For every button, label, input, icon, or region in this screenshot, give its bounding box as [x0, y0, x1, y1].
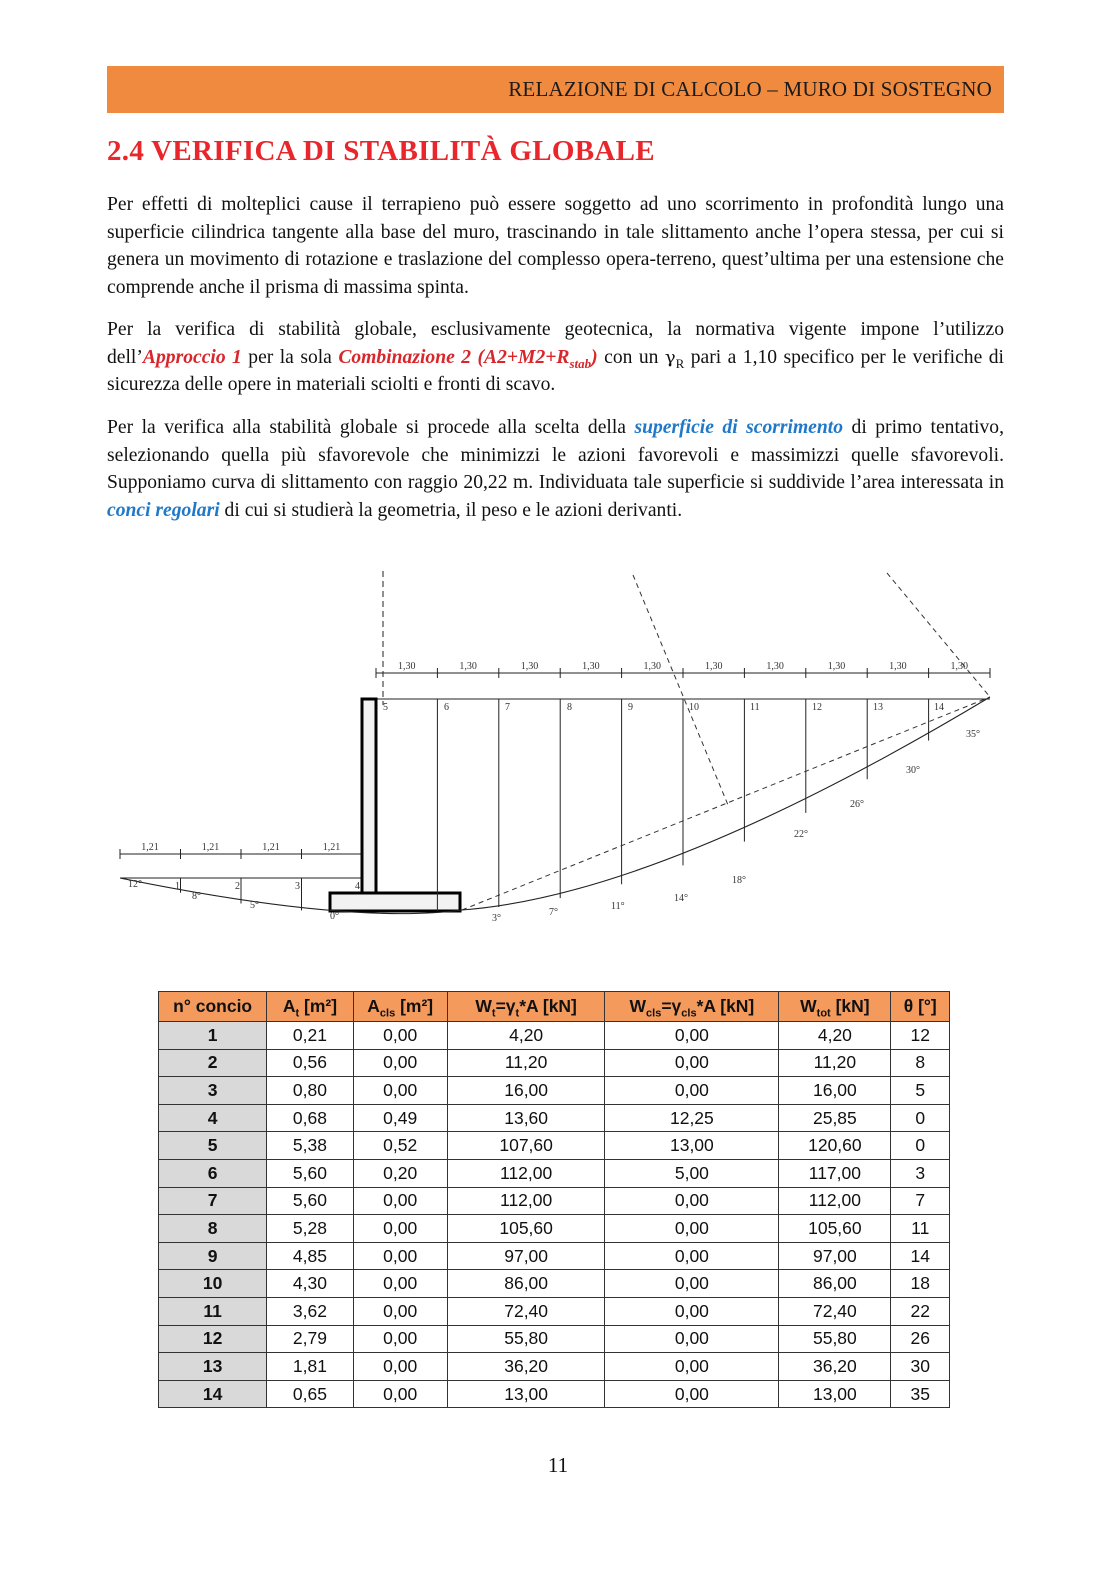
angle-label: 7° [549, 907, 558, 918]
slice-number-label: 1 [175, 881, 180, 892]
p3-text-b: di primo tentativo, selezionando quella più sfavorevole che minimizzi le azioni favorevoli e massimizzi quelle sfavorevoli. Supponiamo curva di slittamento con raggio 20,22 m. Individuata tale superficie si suddivide l’area interessata in [107, 417, 1004, 493]
slip-surface-figure [100, 565, 1000, 950]
paragraph-3 [107, 414, 1004, 524]
table-cell: 97,00 [779, 1242, 891, 1270]
table-row [159, 1380, 950, 1408]
table-cell: 0 [891, 1104, 950, 1132]
table-cell: 72,40 [779, 1297, 891, 1325]
slice-number-cell: 4 [159, 1104, 267, 1132]
dimension-label: 1,21 [141, 842, 159, 853]
table-cell: 35 [891, 1380, 950, 1408]
header-text: θ [°] [903, 996, 937, 1016]
angle-label: 18° [732, 875, 746, 886]
header-text: [m²] [299, 996, 338, 1016]
header-band [107, 66, 1004, 113]
page-number: 11 [547, 1453, 569, 1477]
table-cell: 3 [891, 1159, 950, 1187]
header-text: A [367, 996, 380, 1016]
table-cell: 4,85 [267, 1242, 353, 1270]
header-text: A [282, 996, 296, 1016]
table-cell: 112,00 [447, 1187, 605, 1215]
table-cell: 0,00 [353, 1353, 447, 1381]
table-cell: 0,00 [605, 1270, 779, 1298]
dimension-label: 1,21 [262, 842, 280, 853]
table-row [159, 1077, 950, 1105]
paragraph-2 [107, 316, 1004, 399]
table-row [159, 1104, 950, 1132]
slice-number-label: 12 [812, 702, 822, 713]
header-text: *A [kN] [696, 996, 755, 1016]
table-cell: 0,00 [605, 1215, 779, 1243]
combinazione-text: Combinazione 2 (A2+M2+R [338, 346, 570, 368]
table-cell: 0,52 [353, 1132, 447, 1160]
table-cell: 86,00 [779, 1270, 891, 1298]
combinazione-sub: stab [569, 355, 592, 371]
header-text: [m²] [395, 996, 434, 1016]
angle-label: 3° [492, 913, 501, 924]
table-cell: 0,20 [353, 1159, 447, 1187]
angle-label: 22° [794, 829, 808, 840]
radius-line [633, 575, 728, 805]
table-cell: 0,65 [267, 1380, 353, 1408]
slice-number-label: 8 [567, 702, 572, 713]
table-cell: 0,00 [605, 1380, 779, 1408]
slice-number-label: 4 [355, 881, 360, 892]
dimension-label: 1,30 [704, 661, 723, 672]
combinazione-close: ) [591, 346, 598, 368]
table-cell: 112,00 [447, 1159, 605, 1187]
table-cell: 4,20 [779, 1022, 891, 1050]
slice-number-cell: 1 [159, 1022, 267, 1050]
angle-label: 8° [192, 891, 201, 902]
header-text: =γ [661, 996, 682, 1016]
table-cell: 12,25 [605, 1104, 779, 1132]
slice-number-cell: 5 [159, 1132, 267, 1160]
table-cell: 0,00 [605, 1077, 779, 1105]
table-cell: 11 [891, 1215, 950, 1243]
slice-number-cell: 12 [159, 1325, 267, 1353]
slice-number-label: 2 [235, 881, 240, 892]
angle-label: 26° [850, 799, 864, 810]
slice-number-label: 6 [444, 702, 449, 713]
table-cell: 5,28 [267, 1215, 353, 1243]
table-cell: 36,20 [779, 1353, 891, 1381]
table-cell: 0,68 [267, 1104, 353, 1132]
header-text: [kN] [830, 996, 870, 1016]
table-row [159, 1297, 950, 1325]
table-cell: 30 [891, 1353, 950, 1381]
table-cell: 22 [891, 1297, 950, 1325]
p3-text-a: Per la verifica alla stabilità globale si procede alla scelta della [107, 417, 635, 438]
table-cell: 12 [891, 1022, 950, 1050]
paragraph-1: Per effetti di molteplici cause il terrapieno può essere soggetto ad uno scorrimento in profondità lungo una superficie cilindrica tangente alla base del muro, trascinando in tale slittamento anche l’opera stessa, per cui si genera un movimento di rotazione e traslazione del complesso opera-terreno, quest’ultima per una estensione che comprende anche il prisma di massima spinta. [107, 194, 1004, 298]
slice-number-cell: 11 [159, 1297, 267, 1325]
table-cell: 13,00 [605, 1132, 779, 1160]
p3-text-c: di cui si studierà la geometria, il peso e le azioni derivanti. [219, 499, 683, 521]
p2-text-c: con un [597, 346, 665, 368]
table-cell: 14 [891, 1242, 950, 1270]
angle-label: 30° [906, 765, 920, 776]
slice-number-cell: 13 [159, 1353, 267, 1381]
table-cell: 0,80 [267, 1077, 353, 1105]
slice-number-cell: 8 [159, 1215, 267, 1243]
column-header [605, 992, 779, 1022]
table-cell: 105,60 [779, 1215, 891, 1243]
slice-number-label: 3 [295, 881, 300, 892]
table-cell: 0,21 [267, 1022, 353, 1050]
table-cell: 0,00 [605, 1187, 779, 1215]
table-row [159, 1049, 950, 1077]
header-subscript: t [515, 1007, 520, 1020]
header-subscript: cls [379, 1007, 396, 1020]
approccio-highlight: Approccio 1 [142, 346, 242, 368]
radius-line [887, 573, 990, 697]
table-row [159, 1270, 950, 1298]
table-cell: 0,00 [353, 1270, 447, 1298]
table-cell: 26 [891, 1325, 950, 1353]
table-cell: 0,00 [353, 1297, 447, 1325]
header-text: =γ [495, 996, 516, 1016]
slice-number-cell: 9 [159, 1242, 267, 1270]
angle-label: 5° [250, 900, 259, 911]
dimension-label: 1,21 [322, 842, 341, 853]
slice-number-label: 14 [934, 702, 944, 713]
table-header-row [159, 992, 950, 1022]
header-title: RELAZIONE DI CALCOLO – MURO DI SOSTEGNO [508, 77, 992, 101]
dimension-label: 1,30 [520, 661, 539, 672]
header-subscript: cls [646, 1007, 662, 1020]
table-cell: 112,00 [779, 1187, 891, 1215]
slice-number-label: 5 [383, 702, 388, 713]
table-cell: 105,60 [447, 1215, 605, 1243]
table-cell: 7 [891, 1187, 950, 1215]
table-cell: 0,00 [353, 1077, 447, 1105]
p2-text-a: Per la verifica di stabilità globale, esclusivamente geotecnica, la normativa vigente impone l’utilizzo dell’ [107, 319, 1004, 368]
table-cell: 72,40 [447, 1297, 605, 1325]
table-cell: 16,00 [779, 1077, 891, 1105]
table-cell: 5,00 [605, 1159, 779, 1187]
table-cell: 5,60 [267, 1187, 353, 1215]
slice-number-label: 10 [689, 702, 699, 713]
header-subscript: t [295, 1007, 300, 1020]
table-cell: 2,79 [267, 1325, 353, 1353]
table-row [159, 1242, 950, 1270]
header-subscript: tot [816, 1007, 831, 1020]
slice-number-cell: 7 [159, 1187, 267, 1215]
table-cell: 11,20 [779, 1049, 891, 1077]
wall-stem [362, 699, 376, 893]
header-text: *A [kN] [519, 996, 577, 1016]
column-header [447, 992, 605, 1022]
table-cell: 0,00 [353, 1242, 447, 1270]
table-cell: 0,00 [353, 1380, 447, 1408]
column-header [891, 992, 950, 1022]
conci-highlight: conci regolari [107, 499, 220, 521]
table-cell: 4,20 [447, 1022, 605, 1050]
slice-number-cell: 14 [159, 1380, 267, 1408]
gamma-symbol: γ [664, 346, 676, 368]
combinazione-highlight [338, 346, 598, 371]
table-cell: 4,30 [267, 1270, 353, 1298]
table-cell: 5 [891, 1077, 950, 1105]
header-subscript: t [491, 1007, 496, 1020]
table-cell: 55,80 [779, 1325, 891, 1353]
table-cell: 0,00 [353, 1325, 447, 1353]
table-cell: 13,60 [447, 1104, 605, 1132]
table-cell: 120,60 [779, 1132, 891, 1160]
slice-number-label: 7 [505, 702, 510, 713]
table-row [159, 1132, 950, 1160]
table-cell: 1,81 [267, 1353, 353, 1381]
table-row [159, 1215, 950, 1243]
table-row [159, 1353, 950, 1381]
dimension-label: 1,30 [889, 661, 907, 672]
chord-line [462, 697, 990, 910]
dimension-label: 1,30 [766, 661, 784, 672]
table-cell: 36,20 [447, 1353, 605, 1381]
section-title: 2.4 VERIFICA DI STABILITÀ GLOBALE [107, 135, 655, 167]
table-cell: 107,60 [447, 1132, 605, 1160]
dimension-label: 1,30 [950, 661, 969, 672]
angle-label: 11° [611, 901, 625, 912]
dimension-label: 1,30 [827, 661, 846, 672]
table-cell: 11,20 [447, 1049, 605, 1077]
table-cell: 5,38 [267, 1132, 353, 1160]
table-cell: 0,00 [353, 1049, 447, 1077]
table-cell: 0,00 [605, 1325, 779, 1353]
superficie-highlight: superficie di scorrimento [634, 417, 844, 438]
slip-surface-drawing [100, 565, 1000, 945]
angle-label: 35° [966, 729, 980, 740]
column-header [353, 992, 447, 1022]
header-text: n° concio [173, 996, 253, 1016]
header-text: W [800, 996, 817, 1016]
table-cell: 0 [891, 1132, 950, 1160]
column-header [267, 992, 353, 1022]
p2-text-b: per la sola [241, 346, 339, 368]
slice-number-cell: 6 [159, 1159, 267, 1187]
table-cell: 13,00 [447, 1380, 605, 1408]
slice-number-label: 11 [750, 702, 760, 713]
dimension-label: 1,21 [201, 842, 220, 853]
table-cell: 55,80 [447, 1325, 605, 1353]
table-body [159, 1022, 950, 1408]
table-cell: 0,00 [605, 1022, 779, 1050]
table-row [159, 1022, 950, 1050]
table-cell: 86,00 [447, 1270, 605, 1298]
header-subscript: cls [681, 1007, 697, 1020]
table-cell: 8 [891, 1049, 950, 1077]
slice-number-label: 13 [873, 702, 883, 713]
table-cell: 0,49 [353, 1104, 447, 1132]
slice-number-label: 9 [628, 702, 633, 713]
header-text: W [629, 996, 647, 1016]
table-row [159, 1325, 950, 1353]
slice-number-cell: 3 [159, 1077, 267, 1105]
table-cell: 3,62 [267, 1297, 353, 1325]
table-cell: 13,00 [779, 1380, 891, 1408]
table-cell: 0,00 [605, 1049, 779, 1077]
slices-table [158, 991, 950, 1408]
table-cell: 5,60 [267, 1159, 353, 1187]
header-text: W [475, 996, 492, 1016]
table-cell: 18 [891, 1270, 950, 1298]
dimension-label: 1,30 [459, 661, 477, 672]
table-cell: 25,85 [779, 1104, 891, 1132]
table-row [159, 1187, 950, 1215]
angle-label: 0° [330, 911, 339, 922]
angle-label: 14° [674, 893, 688, 904]
gamma-sub: R [675, 355, 685, 371]
angle-label: 12° [128, 879, 142, 890]
dimension-label: 1,30 [397, 661, 416, 672]
slice-number-cell: 2 [159, 1049, 267, 1077]
column-header [159, 992, 267, 1022]
wall-footing [330, 893, 460, 911]
slice-number-cell: 10 [159, 1270, 267, 1298]
table-cell: 0,00 [605, 1242, 779, 1270]
table-cell: 0,00 [353, 1187, 447, 1215]
table-cell: 0,00 [353, 1022, 447, 1050]
table-row [159, 1159, 950, 1187]
column-header [779, 992, 891, 1022]
p2-text-d: pari a 1,10 specifico per le verifiche di sicurezza delle opere in materiali sciolti e fronti di scavo. [107, 346, 1004, 395]
table-cell: 117,00 [779, 1159, 891, 1187]
table-cell: 16,00 [447, 1077, 605, 1105]
table-cell: 0,00 [605, 1353, 779, 1381]
table-cell: 0,56 [267, 1049, 353, 1077]
table-cell: 97,00 [447, 1242, 605, 1270]
dimension-label: 1,30 [643, 661, 662, 672]
table-cell: 0,00 [353, 1215, 447, 1243]
dimension-label: 1,30 [582, 661, 600, 672]
table-cell: 0,00 [605, 1297, 779, 1325]
